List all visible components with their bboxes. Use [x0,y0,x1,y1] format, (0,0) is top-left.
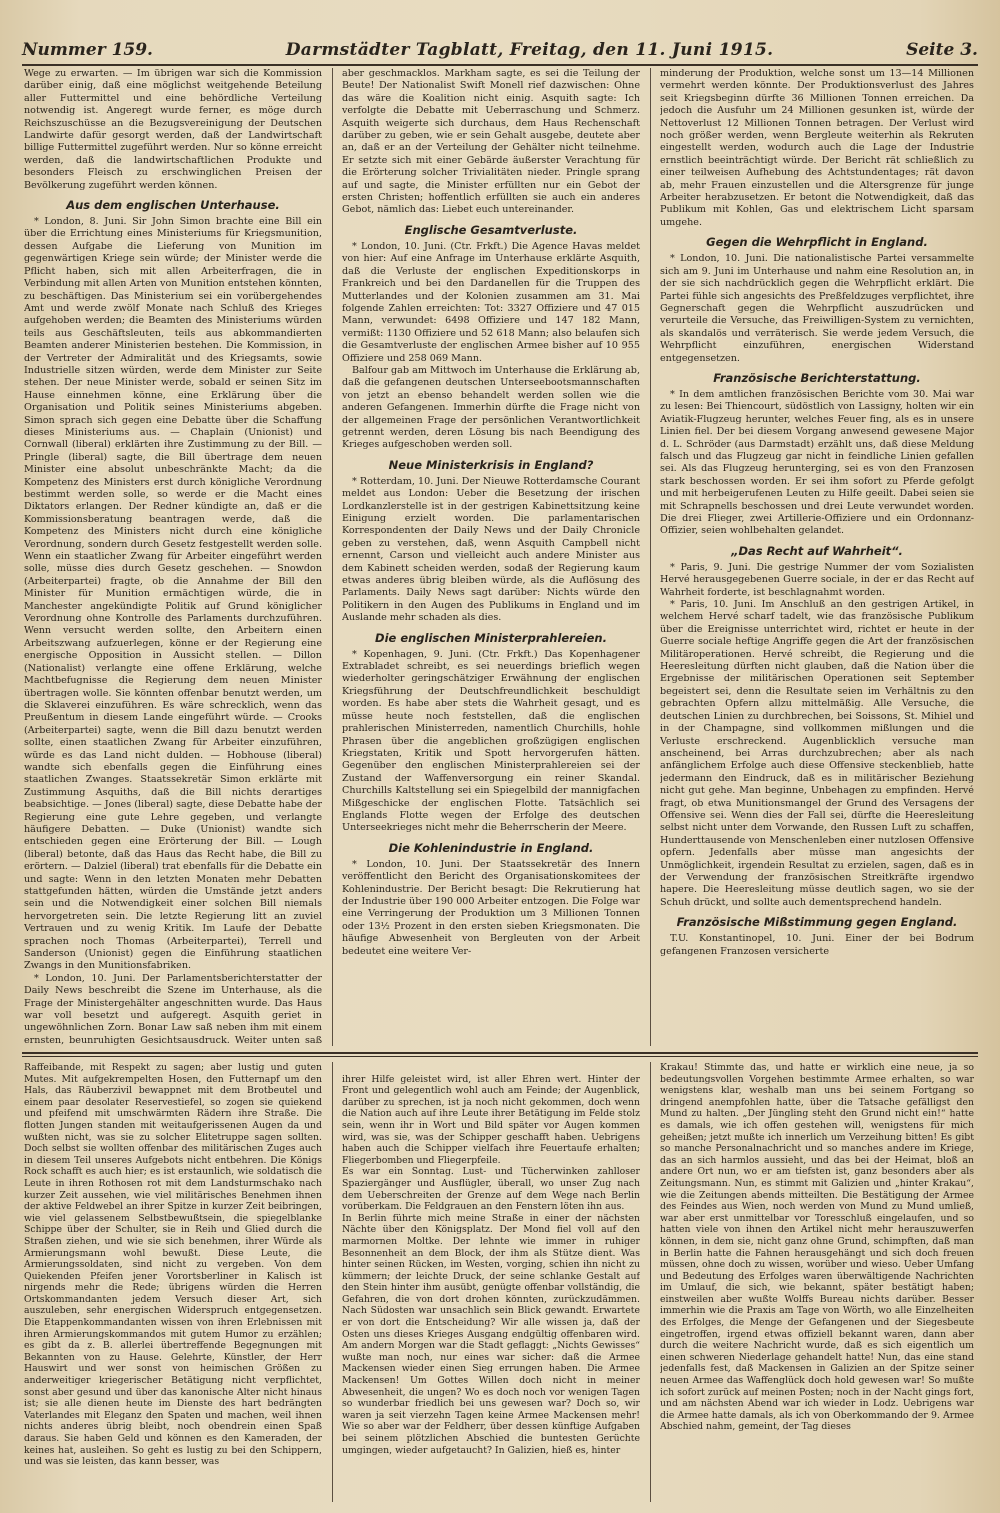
article-text: * London, 10. Juni. Der Parlamentsberichterstatter der Daily News beschreibt die Szene im Unterhause, als die Frage der Ministergehälter angeschnitten wurde. Das Haus war voll besetzt und aufgeregt. Asquith geriet in ungewöhnlichen Zorn. Bonar Law saß neben ihm mit einem ernsten, beunruhigten Gesichtsausdruck. Weiter unten saß [24,972,322,1046]
feuilleton-text: Raffeibande, mit Respekt zu sagen; aber lustig und guten Mutes. Mit aufgekrempelten Hosen, den Futternapf um den Hals, das Räuberzivil bewappnet mit dem Brotbeutel und einem paar desolater Reservestiefel, so zogen sie quiekend und pfeifend mit umschwärmten Rädern ihre Straße. Die flotten Jungen standen mit weitaufgerissenen Augen da und wußten nicht, was sie zu solcher Elitetruppe sagen sollten. Doch selbst sie wollten offenbar des militärischen Zuges auch in diesem Teil unseres Aufgebots nicht entbehren. Die Königs Rock schafft es auch hier; es ist erstaunlich, wie soldatisch die Leute in ihren Rothosen rot mit dem Landsturmschako nach kurzer Zeit aussehen, wie viel militärisches Benehmen ihnen der aktive Feldwebel an ihrer Spitze in kurzer Zeit beibringen, wie viel gelassenem Selbstbewußtsein, die spiegelblanke Schippe über der Schulter, sie in Reih und Glied durch die Straßen ziehen, und wie sie sich benehmen, ihrer Würde als Armierungsmann wohl bewußt. Diese Leute, die Armierungssoldaten, sind nicht zu vergeben. Von dem Quiekenden Pfeifen jener Vorortsberliner in Kalisch ist nirgends mehr die Rede; übrigens würden die Herren Ortskommandanten jedem Versuch dieser Art, sich auszuleben, sehr energischen Widerspruch entgegensetzen. Die Etappenkommandanten wissen von ihren Erlebnissen mit ihren Armierungskommandos mit gutem Humor zu erzählen; es gibt da z. B. allerlei übertreffende Begegnungen mit Bekannten von zu Hause. Gelehrte, Künstler, der Herr Hauswirt und wer sonst von heimischen Größen zu anderweitiger kriegerischer Betätigung nicht verpflichtet, sonst aber gesund und über das kanonische Alter nicht hinaus ist; sie alle dienen heute im Dienste des hart bedrängten Vaterlandes mit Eleganz den Spaten und machen, weil ihnen nichts anderes übrig bleibt, noch obendrein einen Spaß daraus. Sie haben Geld und können es den Kameraden, der keines hat, ausleihen. So geht es lustig zu bei den Schippern, und was sie leisten, das kann besser, was [24,1062,322,1468]
column-divider [650,68,651,1046]
feuilleton-rule-thin [22,1056,978,1057]
feuilleton-column-1 [24,1062,322,1502]
article-text: * Paris, 10. Juni. Im Anschluß an den gestrigen Artikel, in welchem Hervé scharf tadelt, wie das französische Publikum über die Ereignisse unterrichtet wird, richtet er heute in der Guerre sociale heftige Angriffe gegen die Art der französischen Militäroperationen. Hervé schreibt, die Regierung und die Heeresleitung dürften nicht glauben, daß die Nation über die Ergebnisse der militärischen Operationen seit September begeistert sei, denn die Resultate seien im Verhältnis zu den gebrachten Opfern allzu mittelmäßig. Alle Versuche, die deutschen Linien zu durchbrechen, bei Soissons, St. Mihiel und in der Champagne, sind vollkommen mißlungen und die Verluste erschreckend. Augenblicklich versuche man anscheinend, bei Arras durchzubrechen; aber als nach anfänglichem Erfolge auch diese Offensive steckenblieb, hatte jedermann den Eindruck, daß es in militärischer Beziehung nicht gut gehe. Man beginne, Unbehagen zu empfinden. Hervé fragt, ob etwa Munitionsmangel der Grund des Versagens der Offensive sei. Wenn dies der Fall sei, dürfte die Heeresleitung selbst nicht unter dem Vorwande, den Russen Luft zu schaffen, Hunderttausende von Menschenleben einer nutzlosen Offensive opfern. Jedenfalls aber müsse man angesichts der Unmöglichkeit, irgendein Resultat zu erzielen, sagen, daß es in der Verwendung der französischen Streitkräfte irgendwo hapere. Die Heeresleitung müsse deutlich sagen, wo sie der Schuh drückt, und sollte auch dementsprechend handeln. [660,599,974,908]
article-text: * Paris, 9. Juni. Die gestrige Nummer der vom Sozialisten Hervé herausgegebenen Guerre sociale, in der er das Recht auf Wahrheit forderte, ist beschlagnahmt worden. [660,561,974,598]
feuilleton-rule [22,1052,978,1054]
column-3 [660,68,974,1046]
article-heading: Französische Berichterstattung. [713,370,921,385]
masthead [22,30,978,60]
article-heading: Englische Gesamtverluste. [404,222,578,237]
column-divider [650,1062,651,1502]
article-text: T.U. Konstantinopel, 10. Juni. Einer der bei Bodrum gefangenen Franzosen versicherte [660,933,974,957]
issue-number: Nummer 159. [22,40,153,60]
newspaper-title: Darmstädter Tagblatt, Freitag, den 11. Juni 1915. [285,40,774,60]
article-heading: Neue Ministerkrisis in England? [388,457,594,472]
article-text: Wege zu erwarten. — Im übrigen war sich die Kommission darüber einig, daß eine möglichst weitgehende Beteilung aller Futtermittel und eine behördliche Verteilung notwendig ist. Angeregt wurde ferner, es möge durch Reichszuschüsse an die Bezugsvereinigung der Deutschen Landwirte dafür gesorgt werden, daß der Landwirtschaft billige Futtermittel zugeführt werden. Nur so könne erreicht werden, daß die landwirtschaftlichen Produkte und besonders Fleisch zu erschwinglichen Preisen der Bevölkerung zugeführt werden können. [24,68,322,191]
article-heading: Aus dem englischen Unterhause. [66,198,280,213]
column-divider [332,1062,333,1502]
article-text: * In dem amtlichen französischen Berichte vom 30. Mai war zu lesen: Bei Thiencourt, südöstlich von Lassigny, holten wir ein Aviatik-Flugzeug herunter, welches Feuer fing, als es in unsere Linien fiel. Der bei diesem Vorgang anwesend gewesene Major d. L. Schröder (aus Darmstadt) erzählt uns, daß diese Meldung falsch und das Flugzeug gar nicht in feindliche Linien gefallen sei. Als das Flugzeug herunterging, sei es von den Franzosen stark beschossen worden. Er sei ihm sofort zu Pferde gefolgt und mit herbeigerufenen Leuten zu Hilfe geeilt. Dabei seien sie mit Schrapnells beschossen und drei Leute verwundet worden. Die drei Flieger, zwei Artillerie-Offiziere und ein Ordonnanz-Offizier, seien wohlbehalten gelandet. [660,388,974,537]
article-text: * London, 10. Juni. (Ctr. Frkft.) Die Agence Havas meldet von hier: Auf eine Anfrage im Unterhause erklärte Asquith, daß die Verluste der englischen Expeditionskorps in Frankreich und bei den Dardanellen für die Truppen des Mutterlandes und der Kolonien zusammen am 31. Mai folgende Zahlen erreichten: Tot: 3327 Offiziere und 47 015 Mann, verwundet: 6498 Offiziere und 147 182 Mann, vermißt: 1130 Offiziere und 52 618 Mann; also belaufen sich die Gesamtverluste der englischen Armee bisher auf 10 955 Offiziere und 258 069 Mann. [342,240,640,364]
header-rule [22,64,978,66]
feuilleton-column-2 [342,1062,640,1502]
article-heading: Die englischen Ministerprahlereien. [375,630,607,645]
article-heading: Französische Mißstimmung gegen England. [676,915,958,930]
page-number: Seite 3. [906,40,978,60]
article-text: * London, 10. Juni. Der Staatssekretär des Innern veröffentlicht den Bericht des Organisationskomitees der Kohlenindustrie. Der Bericht besagt: Die Rekrutierung hat der Industrie über 190 000 Arbeiter entzogen. Die Folge war eine Verringerung der Produktion um 3 Millionen Tonnen oder 13½ Prozent in den ersten sieben Kriegsmonaten. Die häufige Abwesenheit von Bergleuten von der Arbeit bedeutet eine weitere Ver- [342,858,640,957]
article-text: Balfour gab am Mittwoch im Unterhause die Erklärung ab, daß die gefangenen deutschen Unterseebootsmannschaften von jetzt an ebenso behandelt werden sollen wie die anderen Gefangenen. Immerhin dürfte die Frage nicht von der allgemeinen Frage der persönlichen Verantwortlichkeit getrennt werden, deren Lösung bis nach Beendigung des Krieges aufgeschoben werden soll. [342,364,640,451]
article-text: aber geschmacklos. Markham sagte, es sei die Teilung der Beute! Der Nationalist Swift Monell rief dazwischen: Ohne das wäre die Koalition nicht einig. Asquith sagte: Ich verfolgte die Debatte mit Ueberraschung und Schmerz. Asquith weigerte sich durchaus, dem Haus Rechenschaft darüber zu geben, wie er sein Gehalt ausgebe, deutete aber an, daß er an der Verteilung der Gehälter nicht teilnehme. Er setzte sich mit einer Gebärde äußerster Verachtung für die Erörterung solcher Trivialitäten nieder. Pringle sprang auf und sagte, die Minister erfüllten nur ein Gebot der ersten Christen; hoffentlich erfüllten sie auch ein anderes Gebot, nämlich das: Liebet euch untereinander. [342,68,640,216]
column-divider [332,68,333,1046]
article-text: minderung der Produktion, welche sonst um 13—14 Millionen vermehrt werden könnte. Der Produktionsverlust des Jahres seit Kriegsbeginn dürfte 36 Millionen Tonnen erreichen. Da jedoch die Ausfuhr um 24 Millionen gesunken ist, würde der Nettoverlust 12 Millionen Tonnen betragen. Der Verlust wird noch größer werden, wenn Bergleute weiterhin als Rekruten eingestellt werden, wodurch auch die Lage der Industrie ernstlich beeinträchtigt würde. Der Bericht rät schließlich zu einer teilweisen Aufhebung des Achtstundentages; rät davon ab, mehr Frauen einzustellen und die Altersgrenze für junge Arbeiter herabzusetzen. Er betont die Notwendigkeit, daß das Publikum mit Kohlen, Gas und elektrischem Licht sparsam umgehe. [660,68,974,228]
article-heading: Die Kohlenindustrie in England. [388,840,594,855]
column-1 [24,68,322,1046]
feuilleton-text: ihrer Hilfe geleistet wird, ist aller Ehren wert. Hinter der Front und gelegentlich wohl auch am Feinde; der Augenblick, darüber zu sprechen, ist ja noch nicht gekommen, doch wenn die Nation auch auf ihre Leute ihrer Betätigung im Felde stolz sein, wenn ihr in Wort und Bild später vor Augen kommen wird, was sie, was der Schipper geschafft haben. Uebrigens haben auch die Schipper vielfach ihre Feuertaufe erhalten; Fliegerbomben und Fliegerpfeile. Es war ein Sonntag. Lust- und Tücherwinken zahlloser Spaziergänger und Ausflügler, überall, wo unser Zug nach dem Ueberschreiten der Grenze auf dem Wege nach Berlin vorüberkam. Die Feldgrauen an den Fenstern löten ihn aus. In Berlin führte mich meine Straße in einer der nächsten Nächte über den Königsplatz. Der Mond fiel voll auf den marmornen Moltke. Der lehnte wie immer in ruhiger Besonnenheit an dem Block, der ihm als Stütze dient. Was hinter seinen Rücken, im Westen, vorging, schien ihn nicht zu kümmern; der leichte Druck, der seine schlanke Gestalt auf den Stein hinter ihm ausübt, genügte offenbar vollständig, die Gefahren, die von dort drohen könnten, zurückzudämmen. Nach Südosten war unsachlich sein Blick gewandt. Erwartete er von dort die Entscheidung? Wir alle wissen ja, daß der Osten uns dieses Krieges Ausgang endgültig offenbaren wird. Am andern Morgen war die Stadt geflaggt: „Nichts Gewisses“ wußte man noch, nur eines war sicher: daß die Armee Mackensen wieder einen Sieg errungen haben. Die Armee Mackensen! Um Gottes Willen doch nicht in meiner Abwesenheit, die ungen? Wo es doch noch vor wenigen Tagen so wunderbar friedlich bei uns gewesen war? Doch so, wir waren ja seit vierzehn Tagen keine Armee Mackensen mehr! Wie so aber war der Feldherr, über dessen künftige Aufgaben bei seinem plötzlichen Abschied die buntesten Gerüchte umgingen, wieder aufgetaucht? In Galizien, hieß es, hinter [342,1073,640,1456]
article-text: * London, 8. Juni. Sir John Simon brachte eine Bill ein über die Errichtung eines Ministeriums für Kriegsmunition, dessen Aufgabe die Lieferung von Munition im gegenwärtigen Kriege sein würde; der Minister werde die Pflicht haben, sich mit allen Arbeiterfragen, die in Verbindung mit allen Arten von Munition entstehen könnten, zu beschäftigen. Das Ministerium sei ein vorübergehendes Amt und werde zwölf Monate nach Schluß des Krieges aufgehoben werden; die Beamten des Ministeriums würden teils aus Geschäftsleuten, teils aus abkommandierten Beamten anderer Ministerien bestehen. Die Kommission, in der Vertreter der Admiralität und des Kriegsamts, sowie Industrielle sitzen würden, werde dem Minister zur Seite stehen. Der neue Minister werde, sobald er seinen Sitz im Hause einnehmen könne, eine Erklärung über die Organisation und Politik seines Ministeriums abgeben. Simon sprach sich gegen eine Debatte über die Schaffung dieses Ministeriums aus. — Chaplain (Unionist) und Cornwall (liberal) erklärten ihre Zustimmung zu der Bill. — Pringle (liberal) sagte, die Bill übertrage dem neuen Minister eine absolut unbeschränkte Macht; da die Kompetenz des Ministers erst durch königliche Verordnung bestimmt werden solle, so werde er die Macht eines Diktators erlangen. Der Redner kündigte an, daß er die Kommissionsberatung beantragen werde, daß die Kompetenz des Ministers nicht durch eine königliche Verordnung, sondern durch Gesetz festgestellt werden solle. Wenn ein staatlicher Zwang für Arbeiter eingeführt werden solle, müsse dies durch Gesetz geschehen. — Snowdon (Arbeiterpartei) fragte, ob die Annahme der Bill den Minister für Munition ermächtigen würde, die in Manchester angekündigte Politik auf Grund königlicher Verordnung ohne Kontrolle des Parlaments durchzuführen. Wenn versucht werden sollte, den Arbeitern einen Arbeitszwang aufzuerlegen, könne er der Regierung eine energische Opposition in Aussicht stellen. — Dillon (Nationalist) verlangte eine offene Erklärung, welche Machtbefugnisse die Regierung dem neuen Minister übertragen wolle. Sie könnten offenbar benutzt werden, um die Sklaverei einzuführen. Es wäre schrecklich, wenn das Preußentum in diesem Lande eingeführt würde. — Crooks (Arbeiterpartei) sagte, wenn die Bill dazu benutzt werden sollte, einen staatlichen Zwang für Arbeiter einzuführen, würde es das Land nicht dulden. — Hobhouse (liberal) wandte sich ebenfalls gegen die Einführung eines staatlichen Zwanges. Staatssekretär Simon erklärte mit Zustimmung Asquiths, daß die Bill nichts derartiges beabsichtige. — Jones (liberal) sagte, diese Debatte habe der Regierung eine gute Lehre gegeben, und verlangte häufigere Debatten. — Duke (Unionist) wandte sich entschieden gegen eine Erörterung der Bill. — Lough (liberal) betonte, daß das Haus das Recht habe, die Bill zu erörtern. — Dalziel (liberal) trat ebenfalls für die Debatte ein und sagte: Wenn in den letzten Monaten mehr Debatten stattgefunden hätten, würden die Umstände jetzt anders sein und die Notwendigkeit einer solchen Bill niemals hervorgetreten sein. Die letzte Regierung litt an zuviel Vertrauen und zu wenig Kritik. Im Laufe der Debatte sprachen noch Thomas (Arbeiterpartei), Terrell und Sanderson (Unionist) gegen die Einführung staatlichen Zwangs in den Munitionsfabriken. [24,216,322,972]
article-heading: Gegen die Wehrpflicht in England. [706,235,928,250]
article-text: * London, 10. Juni. Die nationalistische Partei versammelte sich am 9. Juni im Unterhause und nahm eine Resolution an, in der sie sich nachdrücklich gegen die Wehrpflicht erklärt. Die Partei fühle sich angesichts des Preßfeldzuges verpflichtet, ihre Gegnerschaft gegen die Wehrpflicht auszudrücken und verurteile die Versuche, das Freiwilligen-System zu vernichten, als skandalös und verräterisch. Sie werde jedem Versuch, die Wehrpflicht einzuführen, energischen Widerstand entgegensetzen. [660,253,974,364]
article-heading: „Das Recht auf Wahrheit“. [731,543,903,558]
article-text: * Rotterdam, 10. Juni. Der Nieuwe Rotterdamsche Courant meldet aus London: Ueber die Besetzung der irischen Lordkanzlerstelle ist in der gestrigen Kabinettsitzung keine Einigung erzielt worden. Die parlamentarischen Korrespondenten der Daily News und der Daily Chronicle geben zu verstehen, daß, wenn Asquith Campbell nicht ernennt, Carson und vielleicht auch andere Minister aus dem Kabinett scheiden werden, sodaß der Regierung kaum etwas anderes übrig bleiben würde, als die Auflösung des Parlaments. Daily News sagt darüber: Nichts würde den Politikern in den Augen des Publikums in England und im Auslande mehr schaden als dies. [342,475,640,624]
feuilleton-column-3 [660,1062,974,1502]
article-text: * Kopenhagen, 9. Juni. (Ctr. Frkft.) Das Kopenhagener Extrabladet schreibt, es sei neuerdings brieflich wegen wiederholter geringschätziger Erwähnung der englischen Kriegsführung der Deutschfreundlichkeit beschuldigt worden. Es habe aber stets die Wahrheit gesagt, und es müsse heute noch feststellen, daß die englischen prahlerischen Ministerreden, namentlich Churchills, hohle Phrasen über die angeblichen großzügigen englischen Kriegstaten, Kritik und Spott hervorgerufen hätten. Gegenüber den englischen Ministerprahlereien sei der Zustand der Waffenversorgung ein reiner Skandal. Churchills Kaltstellung sei ein Spiegelbild der mannigfachen Mißgeschicke der englischen Flotte. Tatsächlich sei Englands Flotte wegen der Erfolge des deutschen Unterseekrieges nicht mehr die Beherrscherin der Meere. [342,648,640,834]
column-2 [342,68,640,1046]
feuilleton-text: Krakau! Stimmte das, und hatte er wirklich eine neue, ja so bedeutungsvollen Vorgehen bestimmte Armee erhalten, so war wenigstens klar, weshalb man uns bei seinem Fortgang so dringend anempfohlen hatte, über die Tatsache gefälligst den Mund zu halten. „Der Jüngling steht den Grund nicht ein!“ hatte es damals, wie ich offen gestehen will, wenigstens für mich geheißen; jetzt mußte ich innerlich um Verzeihung bitten! Es gibt so manche Personalnachricht und so manches andere im Kriege, das an sich harmlos aussieht, und das bei der Heimat, bloß an andere Ort nun, wo er am tiefsten ist, ganz besonders aber als Zeitungsmann. Nun, es stimmt mit Galizien und „hinter Krakau“, wie die Zeitungen abends mitteilten. Die Bestätigung der Armee des Feindes aus Wien, noch werden von Mund zu Mund umließ, war aber erst unmittelbar vor Toresschluß eingelaufen, und so hatten viele von ihnen den Artikel nicht mehr herauszuwerfen können, in dem sie, nicht ganz ohne Grund, schimpften, daß man in Berlin hatte die Fahnen herausgehängt und sich doch freuen müssen, ohne doch zu wissen, worüber und wieso. Ueber Umfang und Bedeutung des Erfolges waren überwältigende Nachrichten im Umlauf, die sich, wie bekannt, später bestätigt haben; einstweilen aber wußte Wolffs Bureau nichts darüber. Besser immerhin wie die Praxis am Tage von Wörth, wo alle Einzelheiten des Erfolges, die Menge der Gefangenen und der Siegesbeute eingetroffen, irgend etwas offiziell bekannt waren, dann aber durch die weitere Nachricht wurde, daß es sich eigentlich um einen schweren Niederlage gehandelt hatte! Nun, das eine stand jedenfalls fest, daß Mackensen in Galizien an der Spitze seiner neuen Armee das Waffenglück doch hold gewesen war! So mußte ich sofort zurück auf meinen Posten; noch in der Nacht gings fort, und am nächsten Abend war ich wieder in Lodz. Uebrigens war die Armee hatte damals, als ich von Oberkommando der 9. Armee Abschied nahm, gemeint, der Tag dieses [660,1062,974,1433]
